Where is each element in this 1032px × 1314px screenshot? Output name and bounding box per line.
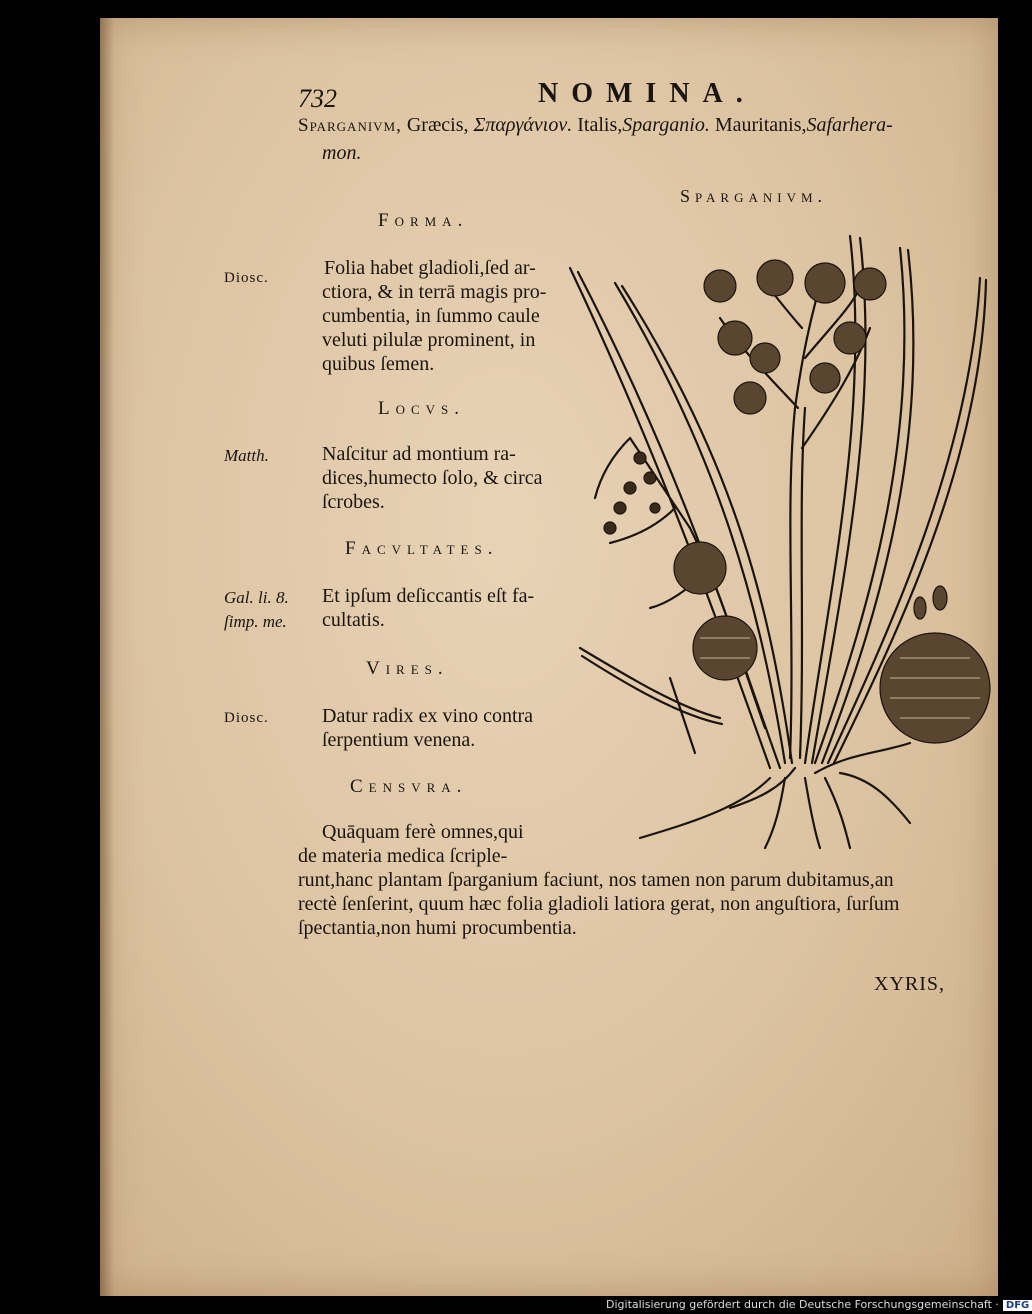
paragraph-vires [322,704,533,752]
text-line: Naſcitur ad montium ra- [322,443,516,465]
greek-name: Σπαργάνιον. [473,114,573,136]
margin-note-diosc: Diosc. [224,270,269,286]
text-line: ſerpentium venena. [322,729,476,751]
section-title-forma: Forma. [378,210,469,231]
text-line: cultatis. [322,609,385,631]
text-line: Quāquam ferè omnes,qui [322,821,524,843]
names-line-continued: mon. [322,142,362,164]
section-title-locus: Locvs. [378,398,466,419]
arabic-name: Safarhera- [806,114,893,136]
text-line: rectè ſenſerint, quum hæc folia gladioli latiora gerat, non anguſtiora, ſurſum [298,893,900,915]
paragraph-forma [322,256,546,376]
margin-note-gal: Gal. li. 8. [224,588,289,607]
dfg-logo: DFG [1003,1300,1032,1311]
label-mauritanis: Mauritanis, [709,114,807,136]
section-title-censura: Censvra. [350,776,468,797]
text-line: dices,humecto ſolo, & circa [322,467,543,489]
book-page [100,18,998,1296]
footer-text: Digitalisierung gefördert durch die Deutsche Forschungsgemeinschaft · [606,1298,999,1311]
page-number: 732 [298,84,337,113]
margin-note-diosc-2: Diosc. [224,710,269,726]
label-italis: Italis, [572,114,623,136]
text-line: Et ipſum deſiccantis eſt fa- [322,585,535,607]
text-line: ſpectantia,non humi procumbentia. [298,917,577,939]
text-line: veluti pilulæ prominent, in [322,329,536,351]
figure-caption: Sparganivm. [680,186,828,206]
text-line: cumbentia, in ſummo caule [322,305,540,327]
margin-note-simp: ſimp. me. [224,612,287,631]
running-head: NOMINA. [538,78,756,109]
italian-name: Sparganio. [622,114,710,136]
text-line: Datur radix ex vino contra [322,705,534,727]
label-graecis: Græcis, [401,114,474,136]
catchword: XYRIS, [874,973,946,995]
names-line [298,114,893,137]
section-title-vires: Vires. [366,658,449,679]
margin-note-matth: Matth. [224,446,269,465]
text-line: de materia medica ſcriple- [298,845,508,867]
text-line: ctiora, & in terrā magis pro- [322,281,547,303]
paragraph-facultates [322,584,534,632]
plant-name: Sparganivm, [298,115,402,136]
text-line: Folia habet gladioli,ſed ar- [324,257,536,279]
text-line: quibus ſemen. [322,353,435,375]
sparganium-woodcut-illustration [570,208,990,848]
text-line: ſcrobes. [322,491,385,513]
text-line: runt,hanc plantam ſparganium faciunt, nos tamen non parum dubitamus,an [298,869,894,891]
digitization-footer [606,1298,1032,1311]
paragraph-locus [322,442,542,514]
section-title-facultates: Facvltates. [345,538,499,559]
